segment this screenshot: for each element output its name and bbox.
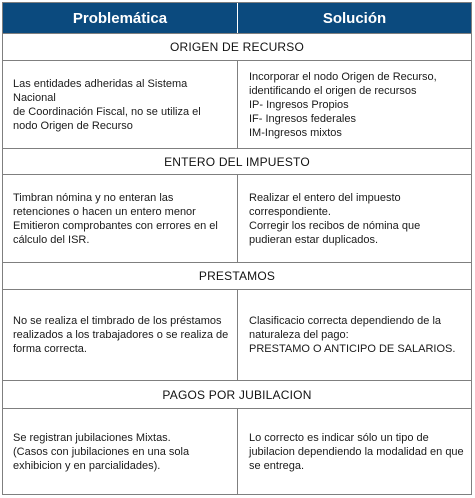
problem-cell: No se realiza el timbrado de los préstamos realizados a los trabajadores o se realiza de forma correcta. [13, 315, 229, 355]
solution-cell: Realizar el entero del impuesto correspondiente. Corregir los recibos de nómina que pudieran estar duplicados. [249, 191, 421, 246]
section-title-pagos-por-jubilacion: PAGOS POR JUBILACION [3, 380, 471, 409]
table-row [3, 175, 471, 262]
section-title-entero-del-impuesto: ENTERO DEL IMPUESTO [3, 148, 471, 175]
column-divider [237, 290, 238, 380]
comparison-table [2, 2, 472, 495]
table-row [3, 61, 471, 148]
section-title-prestamos: PRESTAMOS [3, 262, 471, 290]
table-row [3, 409, 471, 494]
table-header [3, 3, 471, 33]
solution-cell: Clasificacio correcta dependiendo de la naturaleza del pago: PRESTAMO O ANTICIPO DE SALARIOS. [249, 315, 456, 355]
column-divider [237, 61, 238, 148]
table-row [3, 290, 471, 380]
column-divider [237, 175, 238, 262]
problem-cell: Timbran nómina y no enteran las retenciones o hacen un entero menor Emitieron comprobantes con errores en el cálculo del ISR. [13, 191, 218, 246]
problem-cell: Las entidades adheridas al Sistema Nacional de Coordinación Fiscal, no se utiliza el nodo Origen de Recurso [13, 77, 201, 132]
problem-cell: Se registran jubilaciones Mixtas. (Casos con jubilaciones en una sola exhibicion y en parcialidades). [13, 431, 190, 472]
header-problematica: Problemática [72, 9, 168, 27]
header-solucion: Solución [322, 9, 387, 27]
solution-cell: Lo correcto es indicar sólo un tipo de jubilacion dependiendo la modalidad en que se entrega. [249, 431, 464, 472]
column-divider [237, 409, 238, 494]
section-title-origen-de-recurso: ORIGEN DE RECURSO [3, 33, 471, 61]
solution-cell: Incorporar el nodo Origen de Recurso, identificando el origen de recursos IP- Ingresos Propios IF- Ingresos federales IM-Ingresos mixtos [249, 70, 437, 139]
